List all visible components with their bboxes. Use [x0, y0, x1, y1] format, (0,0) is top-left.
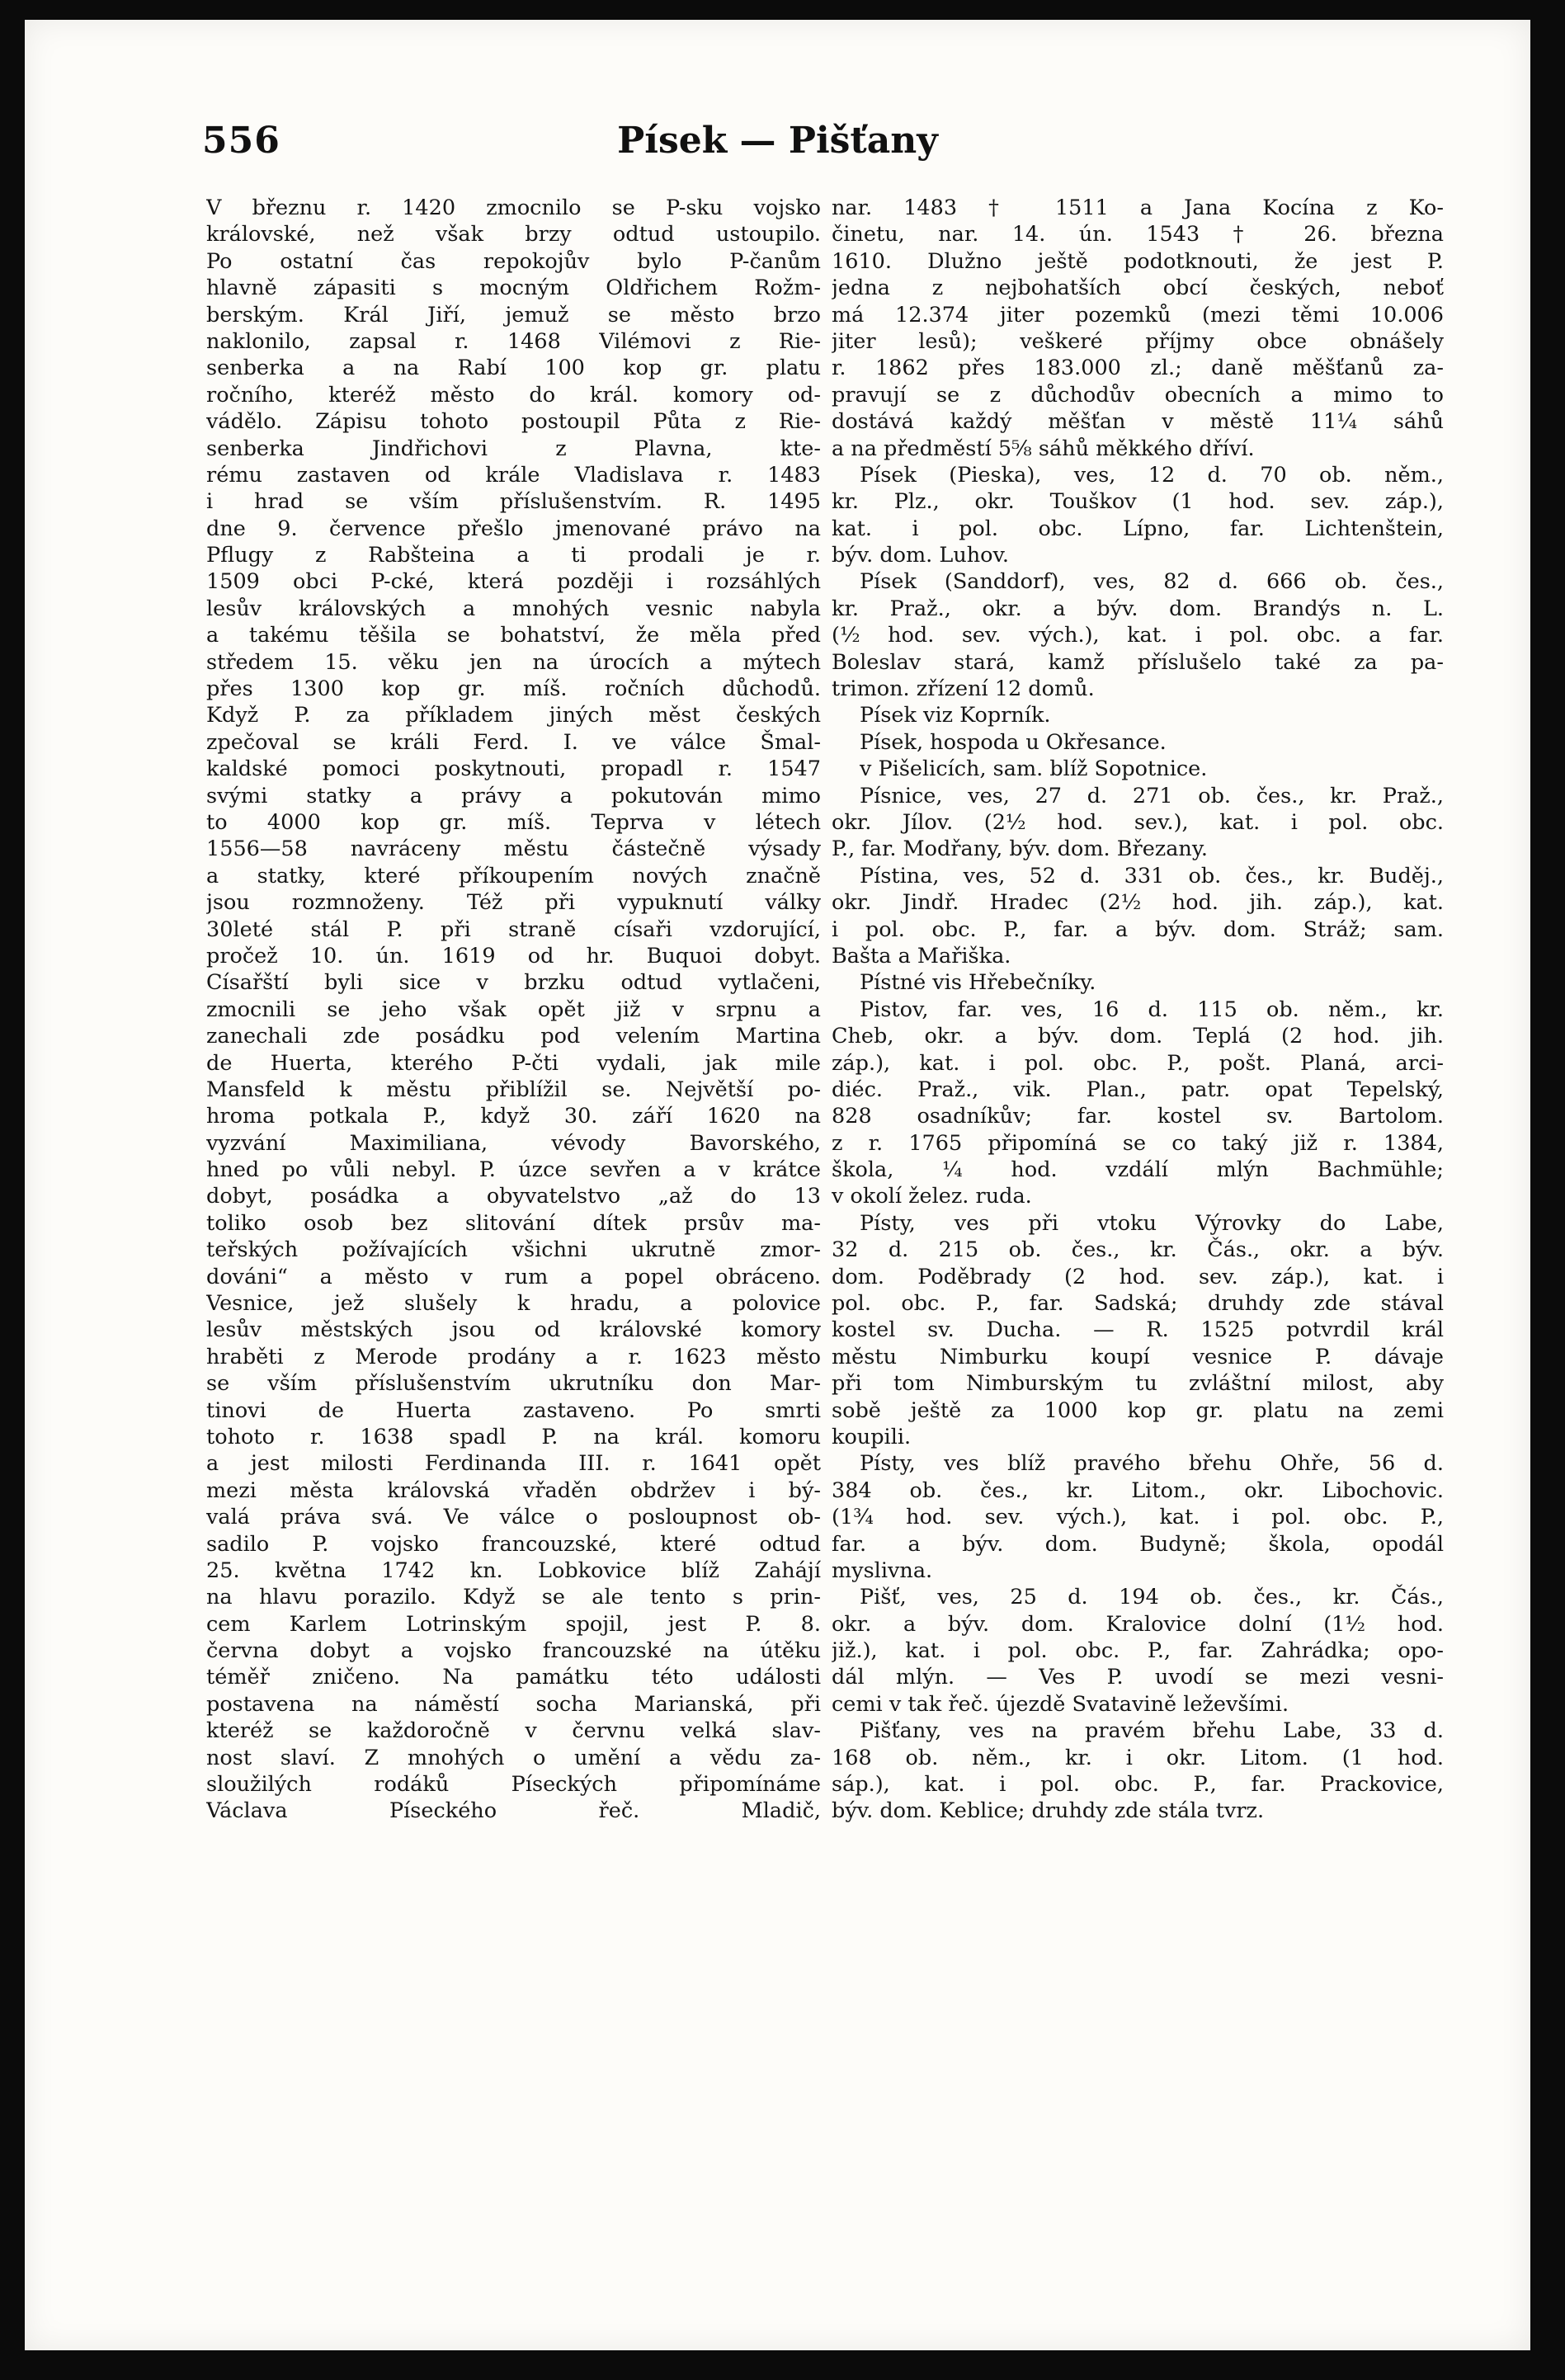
text-line: dostává každý měšťan v městě 11¼ sáhů [832, 409, 1444, 435]
text-line: okr. Jindř. Hradec (2½ hod. jih. záp.), kat. [832, 890, 1444, 916]
text-line: rému zastaven od krále Vladislava r. 1483 [206, 462, 821, 488]
text-line: 1509 obci P-cké, která později i rozsáhlých [206, 569, 821, 595]
text-line: královské, než však brzy odtud ustoupilo. [206, 222, 821, 247]
text-line: má 12.374 jiter pozemků (mezi těmi 10.006 [832, 302, 1444, 328]
text-line: Václava Píseckého řeč. Mladič, [206, 1798, 821, 1824]
text-line: pravují se z důchodův obecních a mimo to [832, 382, 1444, 408]
text-line: i pol. obc. P., far. a býv. dom. Stráž; sam. [832, 917, 1444, 942]
text-line: cem Karlem Lotrinským spojil, jest P. 8. [206, 1611, 821, 1637]
text-line: Když P. za příkladem jiných měst českých [206, 703, 821, 728]
text-line: kr. Plz., okr. Touškov (1 hod. sev. záp.), [832, 489, 1444, 515]
text-line: zanechali zde posádku pod velením Martina [206, 1024, 821, 1049]
text-line: sobě ještě za 1000 kop gr. platu na zemi [832, 1397, 1444, 1423]
text-line: jiter lesů); veškeré příjmy obce obnášely [832, 328, 1444, 354]
text-line: býv. dom. Luhov. [832, 543, 1010, 568]
text-line: hlavně zápasiti s mocným Oldřichem Rožm- [206, 276, 821, 301]
text-line: sadilo P. vojsko francouzské, které odtud [206, 1531, 821, 1557]
text-line: Písek, hospoda u Okřesance. [860, 729, 1167, 755]
text-line: zpečoval se králi Ferd. I. ve válce Šmal- [206, 729, 821, 755]
text-line: sloužilých rodáků Píseckých připomínáme [206, 1772, 821, 1798]
text-line: a takému těšila se bohatství, že měla před [206, 623, 821, 648]
text-line: již.), kat. i pol. obc. P., far. Zahrádka; opo- [832, 1638, 1444, 1664]
text-line: Písnice, ves, 27 d. 271 ob. čes., kr. Praž., [860, 783, 1444, 808]
text-line: hraběti z Merode prodány a r. 1623 město [206, 1344, 821, 1369]
text-line: Pišť, ves, 25 d. 194 ob. čes., kr. Čás., [860, 1585, 1444, 1610]
text-line: 25. května 1742 kn. Lobkovice blíž Zahájí [206, 1558, 821, 1583]
text-line: téměř zničeno. Na památku této události [206, 1665, 821, 1690]
text-line: i hrad se vším příslušenstvím. R. 1495 [206, 489, 821, 515]
text-line: a jest milosti Ferdinanda III. r. 1641 opět [206, 1451, 821, 1477]
text-line: pol. obc. P., far. Sadská; druhdy zde stával [832, 1291, 1444, 1317]
text-line: činetu, nar. 14. ún. 1543 † 26. března [832, 222, 1444, 247]
text-line: berským. Král Jiří, jemuž se město brzo [206, 302, 821, 328]
text-line: senberka Jindřichovi z Plavna, kte- [206, 436, 821, 461]
text-line: de Huerta, kterého P-čti vydali, jak mile [206, 1050, 821, 1076]
text-line: přes 1300 kop gr. míš. ročních důchodů. [206, 676, 821, 702]
text-line: Pflugy z Rabšteina a ti prodali je r. [206, 543, 821, 568]
text-line: (1¾ hod. sev. vých.), kat. i pol. obc. P., [832, 1505, 1444, 1530]
text-line: P., far. Modřany, býv. dom. Březany. [832, 837, 1208, 862]
text-line: vyzvání Maximiliana, vévody Bavorského, [206, 1130, 821, 1156]
text-line: pročež 10. ún. 1619 od hr. Buquoi dobyt. [206, 943, 821, 968]
text-line: 168 ob. něm., kr. i okr. Litom. (1 hod. [832, 1745, 1444, 1770]
text-line: Vesnice, jež slušely k hradu, a polovice [206, 1291, 821, 1317]
text-line: trimon. zřízení 12 domů. [832, 676, 1095, 702]
text-line: okr. a býv. dom. Kralovice dolní (1½ hod. [832, 1611, 1444, 1637]
text-line: toliko osob bez slitování dítek prsův ma- [206, 1210, 821, 1236]
text-line: v Pišelicích, sam. blíž Sopotnice. [860, 756, 1208, 782]
text-line: hroma potkala P., když 30. září 1620 na [206, 1104, 821, 1129]
text-line: býv. dom. Keblice; druhdy zde stála tvrz. [832, 1798, 1265, 1824]
text-line: koupili. [832, 1424, 912, 1449]
text-line: dom. Poděbrady (2 hod. sev. záp.), kat. i [832, 1264, 1444, 1289]
text-line: jsou rozmnoženy. Též při vypuknutí války [206, 890, 821, 916]
text-line: dál mlýn. — Ves P. uvodí se mezi vesni- [832, 1665, 1444, 1690]
text-line: Císařští byli sice v brzku odtud vytlačeni, [206, 970, 821, 996]
text-line: dne 9. července přešlo jmenované právo na [206, 516, 821, 541]
text-line: zmocnili se jeho však opět již v srpnu a [206, 997, 821, 1022]
text-line: teřských požívajících všichni ukrutně zmor- [206, 1237, 821, 1263]
text-line: sáp.), kat. i pol. obc. P., far. Prackovice, [832, 1772, 1444, 1798]
text-line: 1556—58 navráceny městu částečně výsady [206, 837, 821, 862]
text-line: to 4000 kop gr. míš. Teprva v létech [206, 809, 821, 835]
text-line: lesův královských a mnohých vesnic nabyla [206, 596, 821, 621]
text-line: valá práva svá. Ve válce o posloupnost ob- [206, 1505, 821, 1530]
text-line: Písty, ves při vtoku Výrovky do Labe, [860, 1210, 1444, 1236]
text-line: nost slaví. Z mnohých o umění a vědu za- [206, 1745, 821, 1770]
text-line: hned po vůli nebyl. P. úzce sevřen a v krátce [206, 1157, 821, 1183]
text-line: městu Nimburku koupí vesnice P. dávaje [832, 1344, 1444, 1369]
text-line: z r. 1765 připomíná se co taký již r. 1384, [832, 1130, 1444, 1156]
text-line: mezi města královská vřaděn obdržev i bý- [206, 1477, 821, 1503]
text-line: 384 ob. čes., kr. Litom., okr. Libochovic. [832, 1477, 1444, 1503]
text-line: jedna z nejbohatších obcí českých, neboť [832, 276, 1444, 301]
text-line: Cheb, okr. a býv. dom. Teplá (2 hod. jih. [832, 1024, 1444, 1049]
column-divider [826, 198, 827, 2376]
text-line: na hlavu porazilo. Když se ale tento s prin- [206, 1585, 821, 1610]
text-line: Boleslav stará, kamž příslušelo také za pa- [832, 649, 1444, 675]
text-line: středem 15. věku jen na úrocích a mýtech [206, 649, 821, 675]
text-line: tinovi de Huerta zastaveno. Po smrti [206, 1397, 821, 1423]
text-line: Pistov, far. ves, 16 d. 115 ob. něm., kr. [860, 997, 1444, 1022]
text-line: myslivna. [832, 1558, 933, 1583]
text-line: r. 1862 přes 183.000 zl.; daně měšťanů za- [832, 356, 1444, 381]
text-line: Pístina, ves, 52 d. 331 ob. čes., kr. Buděj., [860, 863, 1444, 888]
text-line: Mansfeld k městu přiblížil se. Největší po- [206, 1077, 821, 1102]
text-line: lesův městských jsou od královské komory [206, 1317, 821, 1343]
text-line: dováni“ a město v rum a popel obráceno. [206, 1264, 821, 1289]
text-line: Písek (Pieska), ves, 12 d. 70 ob. něm., [860, 462, 1444, 488]
text-line: vádělo. Zápisu tohoto postoupil Půta z Rie- [206, 409, 821, 435]
page-header [202, 120, 1353, 186]
left-column [206, 195, 821, 1825]
text-line: Pístné vis Hřebečníky. [860, 970, 1096, 996]
text-line: se vším příslušenstvím ukrutníku don Mar- [206, 1371, 821, 1397]
text-line: a statky, které příkoupením nových značně [206, 863, 821, 888]
text-line: škola, ¼ hod. vzdálí mlýn Bachmühle; [832, 1157, 1444, 1183]
text-line: v okolí želez. ruda. [832, 1184, 1032, 1209]
text-line: okr. Jílov. (2½ hod. sev.), kat. i pol. obc. [832, 809, 1444, 835]
text-line: kaldské pomoci poskytnouti, propadl r. 1547 [206, 756, 821, 782]
right-column [832, 195, 1444, 1825]
text-line: 32 d. 215 ob. čes., kr. Čás., okr. a býv. [832, 1237, 1444, 1263]
text-line: června dobyt a vojsko francouzské na útěku [206, 1638, 821, 1664]
text-line: při tom Nimburským tu zvláštní milost, aby [832, 1371, 1444, 1397]
text-line: 1610. Dlužno ještě podotknouti, že jest P. [832, 248, 1444, 274]
page-title: Písek — Pišťany [617, 120, 938, 162]
text-line: Písek (Sanddorf), ves, 82 d. 666 ob. čes., [860, 569, 1444, 595]
text-line: a na předměstí 5⅝ sáhů měkkého dříví. [832, 436, 1255, 461]
text-line: Písek viz Koprník. [860, 703, 1051, 728]
text-line: V březnu r. 1420 zmocnilo se P-sku vojsko [206, 196, 821, 220]
text-line: Po ostatní čas repokojův bylo P-čanům [206, 248, 821, 274]
text-line: svými statky a právy a pokutován mimo [206, 783, 821, 808]
text-line: záp.), kat. i pol. obc. P., pošt. Planá, arci- [832, 1050, 1444, 1076]
text-line: nar. 1483 † 1511 a Jana Kocína z Ko- [832, 196, 1444, 220]
text-line: Písty, ves blíž pravého břehu Ohře, 56 d. [860, 1451, 1444, 1477]
text-line: kat. i pol. obc. Lípno, far. Lichtenštein, [832, 516, 1444, 541]
text-line: diéc. Praž., vik. Plan., patr. opat Tepelský, [832, 1077, 1444, 1102]
text-line: postavena na náměstí socha Marianská, při [206, 1691, 821, 1717]
text-line: (½ hod. sev. vých.), kat. i pol. obc. a far. [832, 623, 1444, 648]
text-line: dobyt, posádka a obyvatelstvo „až do 13 [206, 1184, 821, 1209]
page-number: 556 [202, 120, 280, 162]
text-line: Bašta a Mařiška. [832, 943, 1011, 968]
text-line: kostel sv. Ducha. — R. 1525 potvrdil král [832, 1317, 1444, 1343]
text-line: 30leté stál P. při straně císaři vzdorující, [206, 917, 821, 942]
text-line: naklonilo, zapsal r. 1468 Vilémovi z Rie- [206, 328, 821, 354]
text-line: cemi v tak řeč. újezdě Svatavině leževšími. [832, 1691, 1289, 1717]
text-line: Pišťany, ves na pravém břehu Labe, 33 d. [860, 1718, 1444, 1744]
text-line: 828 osadníkův; far. kostel sv. Bartolom. [832, 1104, 1444, 1129]
text-line: tohoto r. 1638 spadl P. na král. komoru [206, 1424, 821, 1449]
text-line: ročního, kteréž město do král. komory od- [206, 382, 821, 408]
text-line: kteréž se každoročně v červnu velká slav- [206, 1718, 821, 1744]
text-line: kr. Praž., okr. a býv. dom. Brandýs n. L. [832, 596, 1444, 621]
text-line: far. a býv. dom. Budyně; škola, opodál [832, 1531, 1444, 1557]
text-line: senberka a na Rabí 100 kop gr. platu [206, 356, 821, 381]
